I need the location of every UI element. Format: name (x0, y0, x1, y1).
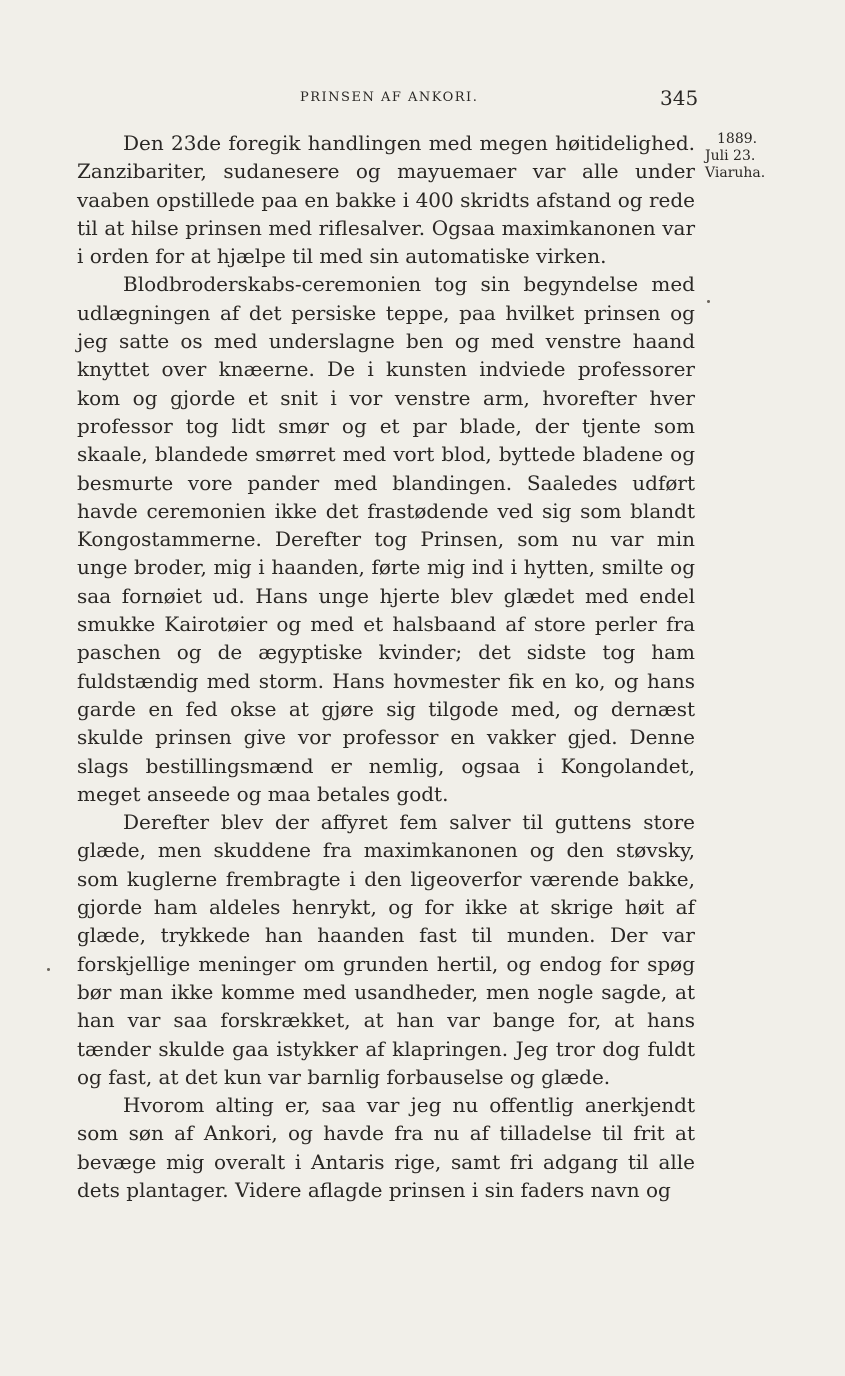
margin-note-date: Juli 23. (705, 148, 756, 164)
body-text (77, 129, 695, 1204)
paragraph: Blodbroderskabs-ceremonien tog sin begyndelse med udlægningen af det persiske teppe, paa hvilket prinsen og jeg satte os med underslagne ben og med venstre haand knyttet over knæerne. De i kunsten indviede professorer kom og gjorde et snit i vor venstre arm, hvorefter hver professor tog lidt smør og et par blade, der tjente som skaale, blandede smørret med vort blod, byttede bladene og besmurte vore pander med blandingen. Saaledes udført havde ceremonien ikke det frastødende ved sig som blandt Kongostammerne. Derefter tog Prinsen, som nu var min unge broder, mig i haanden, førte mig ind i hytten, smilte og saa fornøiet ud. Hans unge hjerte blev glædet med endel smukke Kairotøier og med et halsbaand af store perler fra paschen og de ægyptiske kvinder; det sidste tog ham fuldstændig med storm. Hans hovmester fik en ko, og hans garde en fed okse at gjøre sig tilgode med, og dernæst skulde prinsen give vor professor en vakker gjed. Denne slags bestillingsmænd er nemlig, ogsaa i Kongolandet, meget anseede og maa betales godt. (77, 272, 695, 806)
ink-speck (707, 300, 710, 303)
paragraph: Derefter blev der affyret fem salver til guttens store glæde, men skuddene fra maximkanonen og den støvsky, som kuglerne frembragte i den ligeoverfor værende bakke, gjorde ham aldeles henrykt, og for ikke at skrige høit af glæde, trykkede han haanden fast til munden. Der var forskjellige meninger om grunden hertil, og endog for spøg bør man ikke komme med usandheder, men nogle sagde, at han var saa forskrækket, at han var bange for, at hans tænder skulde gaa istykker af klapringen. Jeg tror dog fuldt og fast, at det kun var barnlig forbauselse og glæde. (77, 810, 695, 1089)
margin-note-year: 1889. (717, 131, 758, 147)
page-number: 345 (660, 86, 699, 110)
paragraph: Hvorom alting er, saa var jeg nu offentlig anerkjendt som søn af Ankori, og havde fra nu af tilladelse til frit at bevæge mig overalt i Antaris rige, samt fri adgang til alle dets plantager. Videre aflagde prinsen i sin faders navn og (77, 1093, 695, 1202)
running-title: PRINSEN AF ANKORI. (300, 90, 479, 105)
ink-speck (47, 968, 50, 971)
margin-note-place: Viaruha. (705, 165, 766, 181)
paragraph: Den 23de foregik handlingen med megen høitidelighed. Zanzibariter, sudanesere og mayuemaer var alle under vaaben opstillede paa en bakke i 400 skridts afstand og rede til at hilse prinsen med riflesalver. Ogsaa maximkanonen var i orden for at hjælpe til med sin automatiske virken. (77, 131, 695, 269)
margin-note (705, 131, 785, 182)
